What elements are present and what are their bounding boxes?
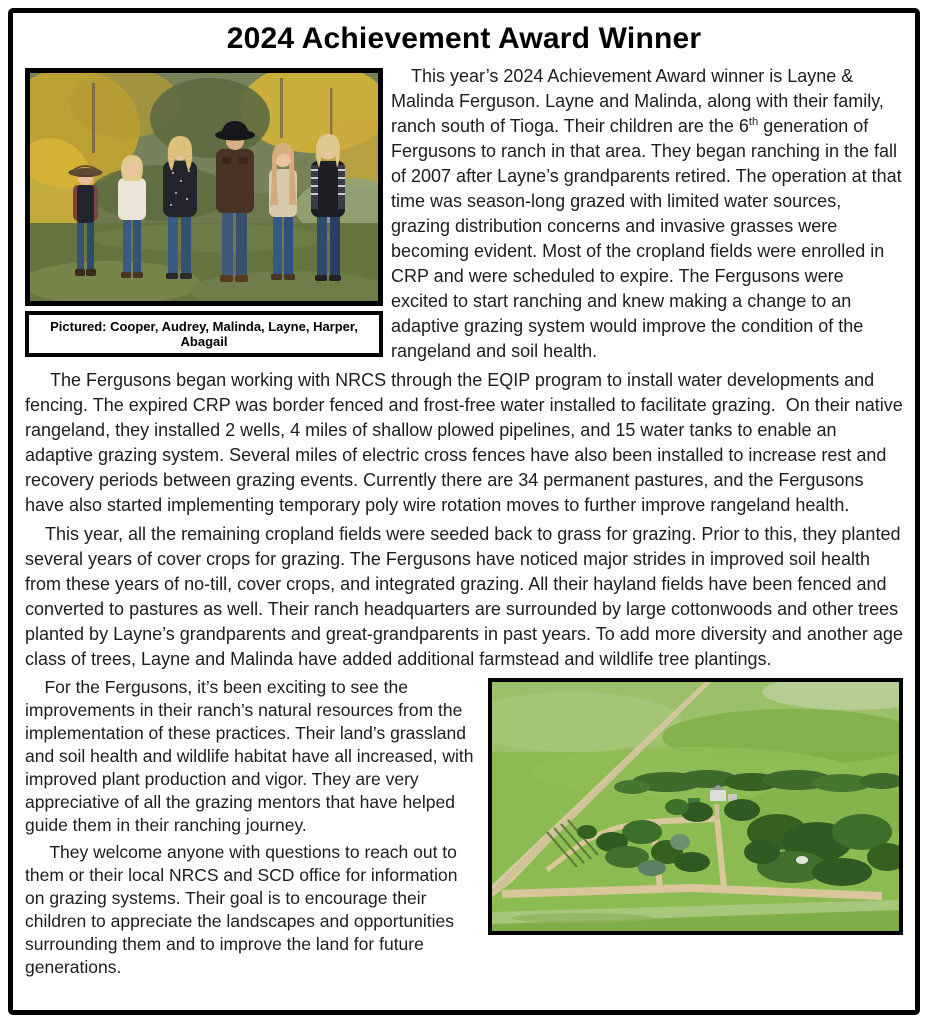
aerial-photo-figure [488, 678, 903, 935]
family-photo-caption: Pictured: Cooper, Audrey, Malinda, Layne, Harper, Abagail [25, 311, 383, 357]
family-photo-image [30, 73, 378, 301]
family-photo-figure [25, 68, 383, 357]
article-body [25, 64, 908, 979]
paragraph-5: They welcome anyone with questions to reach out to them or their local NRCS and SCD office for information on grazing systems. Their goal is to encourage their children to appreciate the landscapes and opportunities surrounding them and to improve the land for future generations. [25, 842, 463, 977]
paragraph-1-continued: generation of Fergusons to ranch in that area. They began ranching in the fall of 2007 after Layne’s grandparents retired. The operation at that time was season-long grazed with limited water sources, grazing distribution concerns and invasive grasses were becoming evident. Most of the cropland fields were enrolled in CRP and were scheduled to expire. The Fergusons were excited to start ranching and knew making a change to an adaptive grazing system would improve the condition of the rangeland and soil health. [391, 116, 907, 361]
aerial-photo-image [492, 682, 899, 931]
newsletter-page [8, 8, 920, 1015]
paragraph-4: For the Fergusons, it’s been exciting to see the improvements in their ranch’s natural resources from the implementation of these practices. Their land’s grassland and soil health and wildlife habitat have all increased, with improved plant production and vigor. They are very appreciative of all the grazing mentors that have helped guide them in their ranching journey. [25, 677, 479, 835]
page-title: 2024 Achievement Award Winner [226, 22, 702, 55]
family-photo [25, 68, 383, 306]
paragraph-3: This year, all the remaining cropland fields were seeded back to grass for grazing. Prior to this, they planted several years of cover crops for grazing. The Fergusons have noticed major strides in improved soil health from these years of no-till, cover crops, and integrated grazing. All their hayland fields have been fenced and converted to pastures as well. Their ranch headquarters are surrounded by large cottonwoods and other trees planted by Layne’s grandparents and great-grandparents in past years. To add more diversity and another age class of trees, Layne and Malinda have added additional farmstead and wildlife tree plantings. [25, 524, 908, 669]
paragraph-1-text: This year’s 2024 Achievement Award winner is Layne & Malinda Ferguson. Layne and Malinda, along with their family, ranch south of Tioga. Their children are the 6 [391, 66, 889, 136]
paragraph-2: The Fergusons began working with NRCS through the EQIP program to install water developments and fencing. The expired CRP was border fenced and frost-free water installed to facilitate grazing. On their native rangeland, they installed 2 wells, 4 miles of shallow plowed pipelines, and 15 water tanks to enable an adaptive grazing system. Several miles of electric cross fences have also been installed to increase rest and recovery periods between grazing events. Currently there are 34 permanent pastures, and the Fergusons have also started implementing temporary poly wire rotation moves to further improve rangeland health. [25, 370, 908, 515]
bottom-section [25, 676, 903, 979]
ordinal-superscript: th [748, 116, 759, 128]
